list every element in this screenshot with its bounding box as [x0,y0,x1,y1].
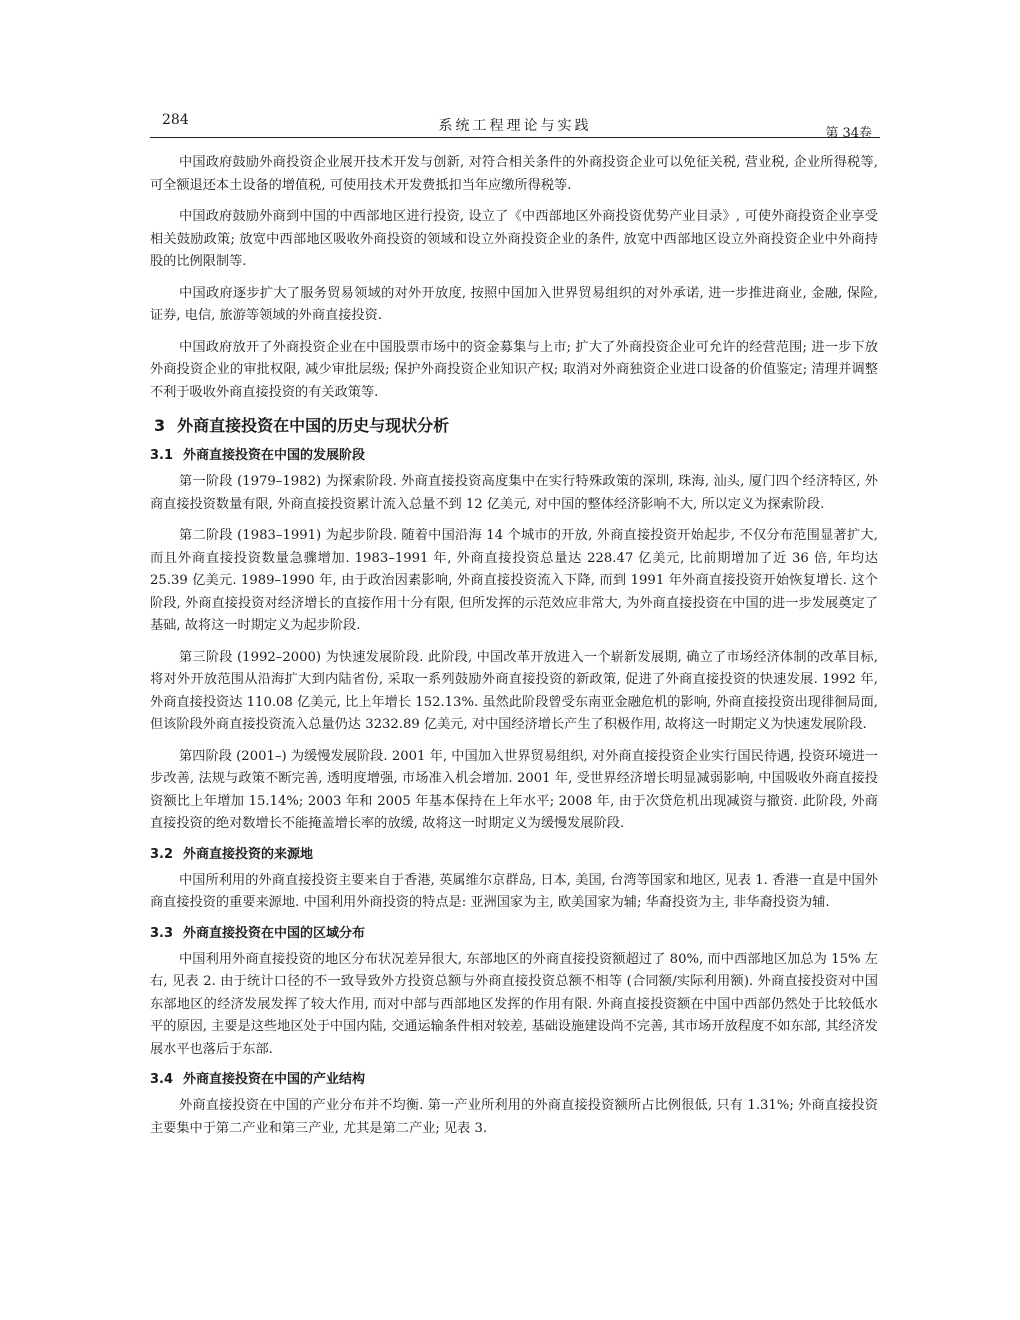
paragraph: 外商直接投资在中国的产业分布并不均衡. 第一产业所利用的外商直接投资额所占比例很低, 只有 1.31%; 外商直接投资主要集中于第二产业和第三产业, 尤其是第二产业; 见表 3. [150,1098,878,1136]
journal-title: 系统工程理论与实践 [438,118,592,134]
subsection-heading [150,446,878,466]
subsection-number: 3.1 [150,448,174,463]
section-heading [154,414,878,438]
paragraph: 第二阶段 (1983–1991) 为起步阶段. 随着中国沿海 14 个城市的开放, 外商直接投资开始起步, 不仅分布范围显著扩大, 而且外商直接投资数量急骤增加. 1983–1991 年, 外商直接投资总量达 228.47 亿美元, 比前期增加了近 36 倍, 年均达 25.39 亿美元. 1989–1990 年, 由于政治因素影响, 外商直接投资流入下降, 而到 1991 年外商直接投资开始恢复增长. 这个阶段, 外商直接投资对经济增长的直接作用十分有限, 但所发挥的示范效应非常大, 为外商直接投资在中国的进一步发展奠定了基础, 故将这一时期定义为起步阶段. [150,528,878,633]
section-number: 3 [154,416,166,435]
subsection-title: 外商直接投资在中国的发展阶段 [183,448,366,463]
header-rule [150,137,880,138]
subsection-number: 3.4 [150,1072,174,1087]
paragraph: 第四阶段 (2001–) 为缓慢发展阶段. 2001 年, 中国加入世界贸易组织, 对外商直接投资企业实行国民待遇, 投资环境进一步改善, 法规与政策不断完善, 透明度增强, 市场准入机会增加. 2001 年, 受世界经济增长明显减弱影响, 中国吸收外商直接投资额比上年增加 15.14%; 2003 年和 2005 年基本保持在上年水平; 2008 年, 由于次贷危机出现减资与撤资. 此阶段, 外商直接投资的绝对数增长不能掩盖增长率的放缓, 故将这一时期定义为缓慢发展阶段. [150,748,878,831]
intro-paragraph: 中国政府鼓励外商投资企业展开技术开发与创新, 对符合相关条件的外商投资企业可以免征关税, 营业税, 企业所得税等, 可全额退还本土设备的增值税, 可使用技术开发费抵扣当年应缴所得税等. [150,155,878,193]
paragraph: 第一阶段 (1979–1982) 为探索阶段. 外商直接投资高度集中在实行特殊政策的深圳, 珠海, 汕头, 厦门四个经济特区, 外商直接投资数量有限, 外商直接投资累计流入总量不到 12 亿美元, 对中国的整体经济影响不大, 所以定义为探索阶段. [150,474,878,512]
paragraph: 中国所利用的外商直接投资主要来自于香港, 英属维尔京群岛, 日本, 美国, 台湾等国家和地区, 见表 1. 香港一直是中国外商直接投资的重要来源地. 中国利用外商投资的特点是: 亚洲国家为主, 欧美国家为辅; 华裔投资为主, 非华裔投资为辅. [150,872,878,910]
page-number: 284 [162,112,189,128]
subsection-heading [150,1070,878,1090]
paragraph: 第三阶段 (1992–2000) 为快速发展阶段. 此阶段, 中国改革开放进入一个崭新发展期, 确立了市场经济体制的改革目标, 将对外开放范围从沿海扩大到内陆省份, 采取一系列鼓励外商直接投资的新政策, 促进了外商直接投资的快速发展. 1992 年, 外商直接投资达 110.08 亿美元, 比上年增长 152.13%. 虽然此阶段曾受东南亚金融危机的影响, 外商直接投资出现徘徊局面, 但该阶段外商直接投资流入总量仍达 3232.89 亿美元, 对中国经济增长产生了积极作用, 故将这一时期定义为快速发展阶段. [150,649,878,732]
section-title: 外商直接投资在中国的历史与现状分析 [177,416,450,435]
subsection-title: 外商直接投资的来源地 [183,846,314,862]
subsection-title: 外商直接投资在中国的区域分布 [183,925,366,941]
subsection-number: 3.3 [150,925,174,941]
subsection-heading [150,845,878,865]
volume-label: 第 34卷 [825,126,872,141]
body-content [150,152,878,1149]
subsection-heading [150,924,878,944]
paragraph: 中国利用外商直接投资的地区分布状况差异很大, 东部地区的外商直接投资额超过了 80%, 而中西部地区加总为 15% 左右, 见表 2. 由于统计口径的不一致导致外方投资总额与外商直接投资总额不相等 (合同额/实际利用额). 外商直接投资对中国东部地区的经济发展发挥了较大作用, 而对中部与西部地区发挥的作用有限. 外商直接投资额在中国中西部仍然处于比较低水平的原因, 主要是这些地区处于中国内陆, 交通运输条件相对较差, 基础设施建设尚不完善, 其市场开放程度不如东部, 其经济发展水平也落后于东部. [150,951,878,1057]
intro-paragraph: 中国政府放开了外商投资企业在中国股票市场中的资金募集与上市; 扩大了外商投资企业可允许的经营范围; 进一步下放外商投资企业的审批权限, 减少审批层级; 保护外商投资企业知识产权; 取消对外商独资企业进口设备的价值鉴定; 清理并调整不利于吸收外商直接投资的有关政策等. [150,339,878,400]
intro-paragraph: 中国政府鼓励外商到中国的中西部地区进行投资, 设立了《中西部地区外商投资优势产业目录》, 可使外商投资企业享受相关鼓励政策; 放宽中西部地区吸收外商投资的领域和设立外商投资企业的条件, 放宽中西部地区设立外商投资企业中外商持股的比例限制等. [150,209,878,269]
subsection-title: 外商直接投资在中国的产业结构 [183,1072,366,1087]
intro-paragraph: 中国政府逐步扩大了服务贸易领域的对外开放度, 按照中国加入世界贸易组织的对外承诺, 进一步推进商业, 金融, 保险, 证券, 电信, 旅游等领域的外商直接投资. [150,285,878,323]
subsection-number: 3.2 [150,846,174,862]
running-header [150,100,880,140]
